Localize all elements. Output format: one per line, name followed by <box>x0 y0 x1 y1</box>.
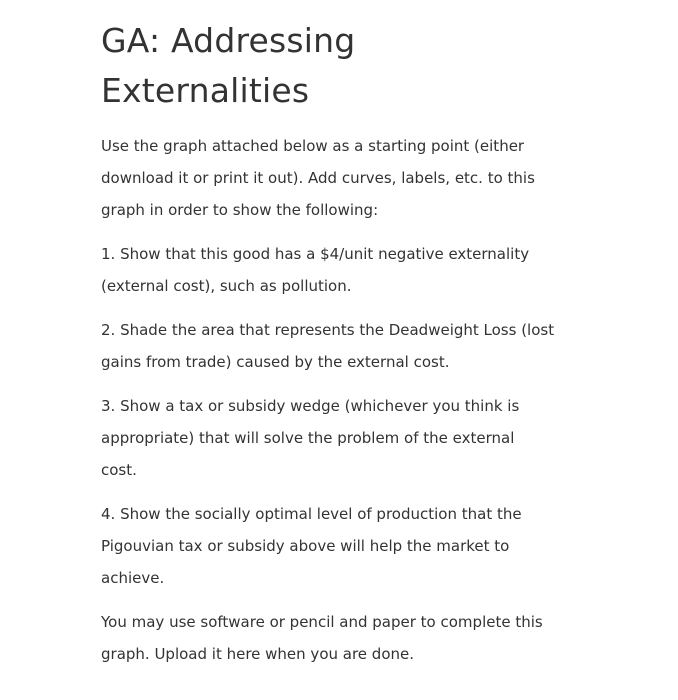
text-line: 2. Shade the area that represents the Deadweight Loss (lost <box>101 321 555 339</box>
instruction-item-4 <box>101 498 601 594</box>
text-line: achieve. <box>101 569 165 587</box>
text-line: Use the graph attached below as a starting point (either <box>101 137 525 155</box>
text-line: 4. Show the socially optimal level of production that the <box>101 505 522 523</box>
title-line: Externalities <box>101 71 310 110</box>
instruction-item-3 <box>101 390 601 486</box>
text-line: 3. Show a tax or subsidy wedge (whichever you think is <box>101 397 520 415</box>
text-line: 1. Show that this good has a $4/unit negative externality <box>101 245 530 263</box>
text-line: (external cost), such as pollution. <box>101 277 352 295</box>
text-line: gains from trade) caused by the external cost. <box>101 353 450 371</box>
text-line: cost. <box>101 461 137 479</box>
closing-paragraph <box>101 606 601 670</box>
text-line: graph in order to show the following: <box>101 201 379 219</box>
text-line: Pigouvian tax or subsidy above will help the market to <box>101 537 510 555</box>
text-line: You may use software or pencil and paper to complete this <box>101 613 543 631</box>
instruction-item-1 <box>101 238 601 302</box>
intro-paragraph <box>101 130 601 226</box>
text-line: graph. Upload it here when you are done. <box>101 645 414 663</box>
title-line: GA: Addressing <box>101 21 356 60</box>
text-line: appropriate) that will solve the problem of the external <box>101 429 515 447</box>
instruction-item-2 <box>101 314 601 378</box>
assignment-content <box>101 16 601 670</box>
page-title <box>101 16 601 116</box>
text-line: download it or print it out). Add curves, labels, etc. to this <box>101 169 535 187</box>
